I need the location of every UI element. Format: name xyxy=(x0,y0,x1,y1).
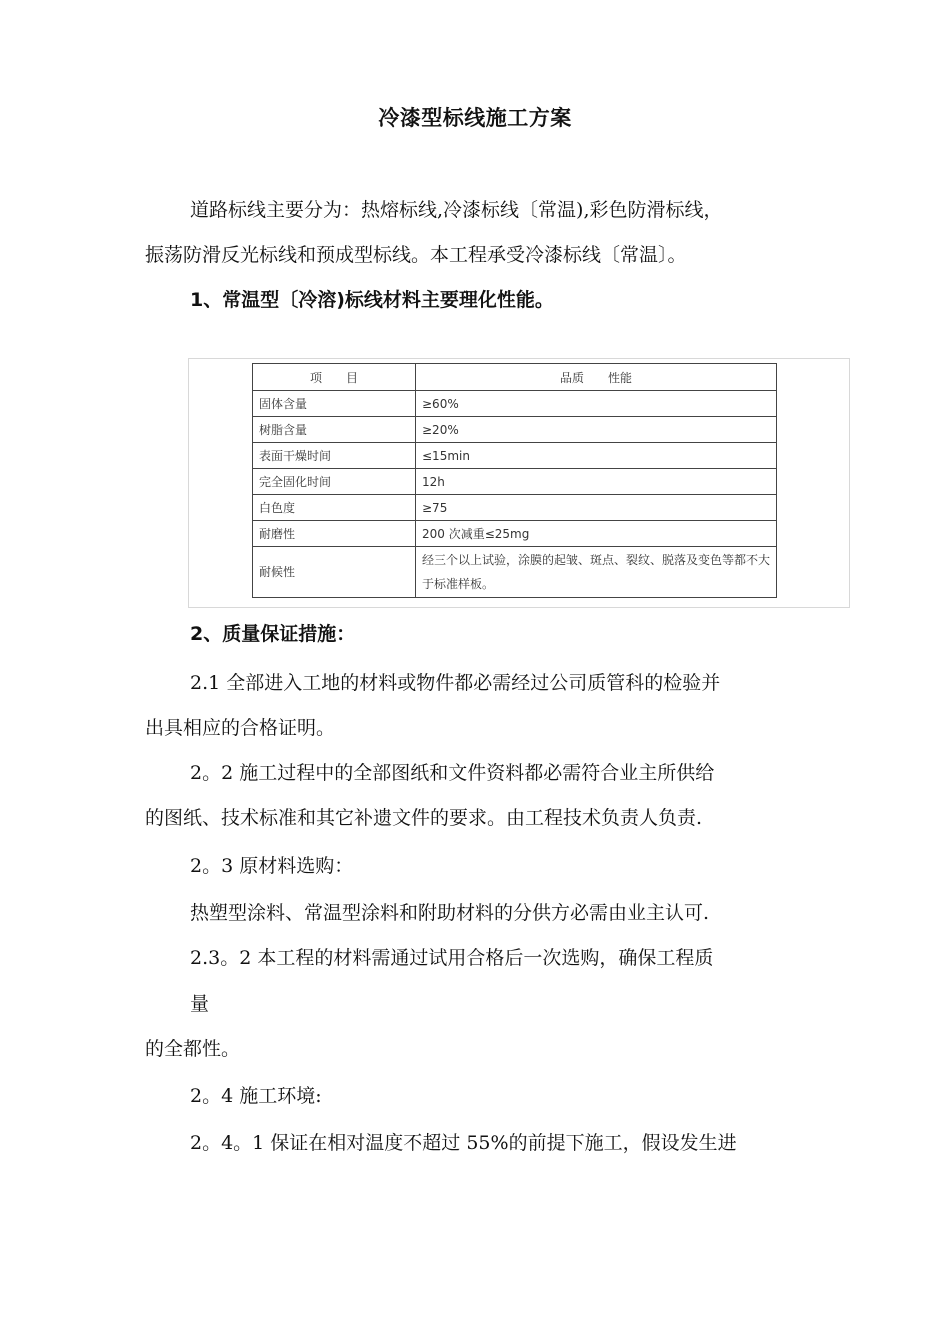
para-2-2-line-1: 2。2 施工过程中的全部图纸和文件资料都必需符合业主所供给 xyxy=(190,762,715,784)
para-2-1-line-2: 出具相应的合格证明。 xyxy=(145,717,336,739)
para-2-4-heading: 2。4 施工环境: xyxy=(190,1085,322,1107)
table-row xyxy=(253,391,777,417)
section-2-heading: 2、质量保证措施： xyxy=(190,623,356,645)
table-cell-item: 表面干燥时间 xyxy=(253,443,416,469)
intro-line-1: 道路标线主要分为：热熔标线,冷漆标线〔常温),彩色防滑标线， xyxy=(190,199,723,221)
table-cell-value: ≥20% xyxy=(416,417,777,443)
table-cell-item: 固体含量 xyxy=(253,391,416,417)
table-cell-item: 完全固化时间 xyxy=(253,469,416,495)
properties-table-figure xyxy=(188,358,850,608)
para-2-3-heading: 2。3 原材料选购： xyxy=(190,855,354,877)
table-cell-value: 经三个以上试验，涂膜的起皱、斑点、裂纹、脱落及变色等都不大于标准样板。 xyxy=(416,547,777,598)
para-2-2-line-2: 的图纸、技术标准和其它补遗文件的要求。由工程技术负责人负责. xyxy=(145,807,703,829)
table-cell-item: 白色度 xyxy=(253,495,416,521)
table-cell-value: ≥60% xyxy=(416,391,777,417)
table-header-item: 项 目 xyxy=(253,364,416,391)
table-row xyxy=(253,547,777,598)
table-cell-value: ≤15min xyxy=(416,443,777,469)
intro-line-2: 振荡防滑反光标线和预成型标线。本工程承受冷漆标线〔常温〕。 xyxy=(145,244,687,266)
table-row xyxy=(253,521,777,547)
table-row xyxy=(253,495,777,521)
para-2-3-2-line-1: 2.3。2 本工程的材料需通过试用合格后一次选购，确保工程质 xyxy=(190,947,714,969)
table-cell-item: 树脂含量 xyxy=(253,417,416,443)
table-row xyxy=(253,443,777,469)
table-cell-value: ≥75 xyxy=(416,495,777,521)
properties-table xyxy=(252,363,777,598)
table-row xyxy=(253,417,777,443)
table-row xyxy=(253,469,777,495)
table-cell-item: 耐候性 xyxy=(253,547,416,598)
table-cell-value: 200 次减重≤25mg xyxy=(416,521,777,547)
para-2-1-line-1: 2.1 全部进入工地的材料或物件都必需经过公司质管科的检验并 xyxy=(190,672,721,694)
para-2-4-1: 2。4。1 保证在相对温度不超过 55%的前提下施工，假设发生进 xyxy=(190,1132,737,1154)
page-title: 冷漆型标线施工方案 xyxy=(378,106,572,130)
table-cell-value: 12h xyxy=(416,469,777,495)
para-2-3-2-line-2: 量 xyxy=(190,993,210,1015)
table-header-value: 品质 性能 xyxy=(416,364,777,391)
para-2-3-2-line-3: 的全都性。 xyxy=(145,1038,241,1060)
para-2-3-text: 热塑型涂料、常温型涂料和附助材料的分供方必需由业主认可. xyxy=(190,902,710,924)
section-1-heading: 1、常温型〔冷溶)标线材料主要理化性能。 xyxy=(190,289,554,311)
table-cell-item: 耐磨性 xyxy=(253,521,416,547)
table-header-row xyxy=(253,364,777,391)
